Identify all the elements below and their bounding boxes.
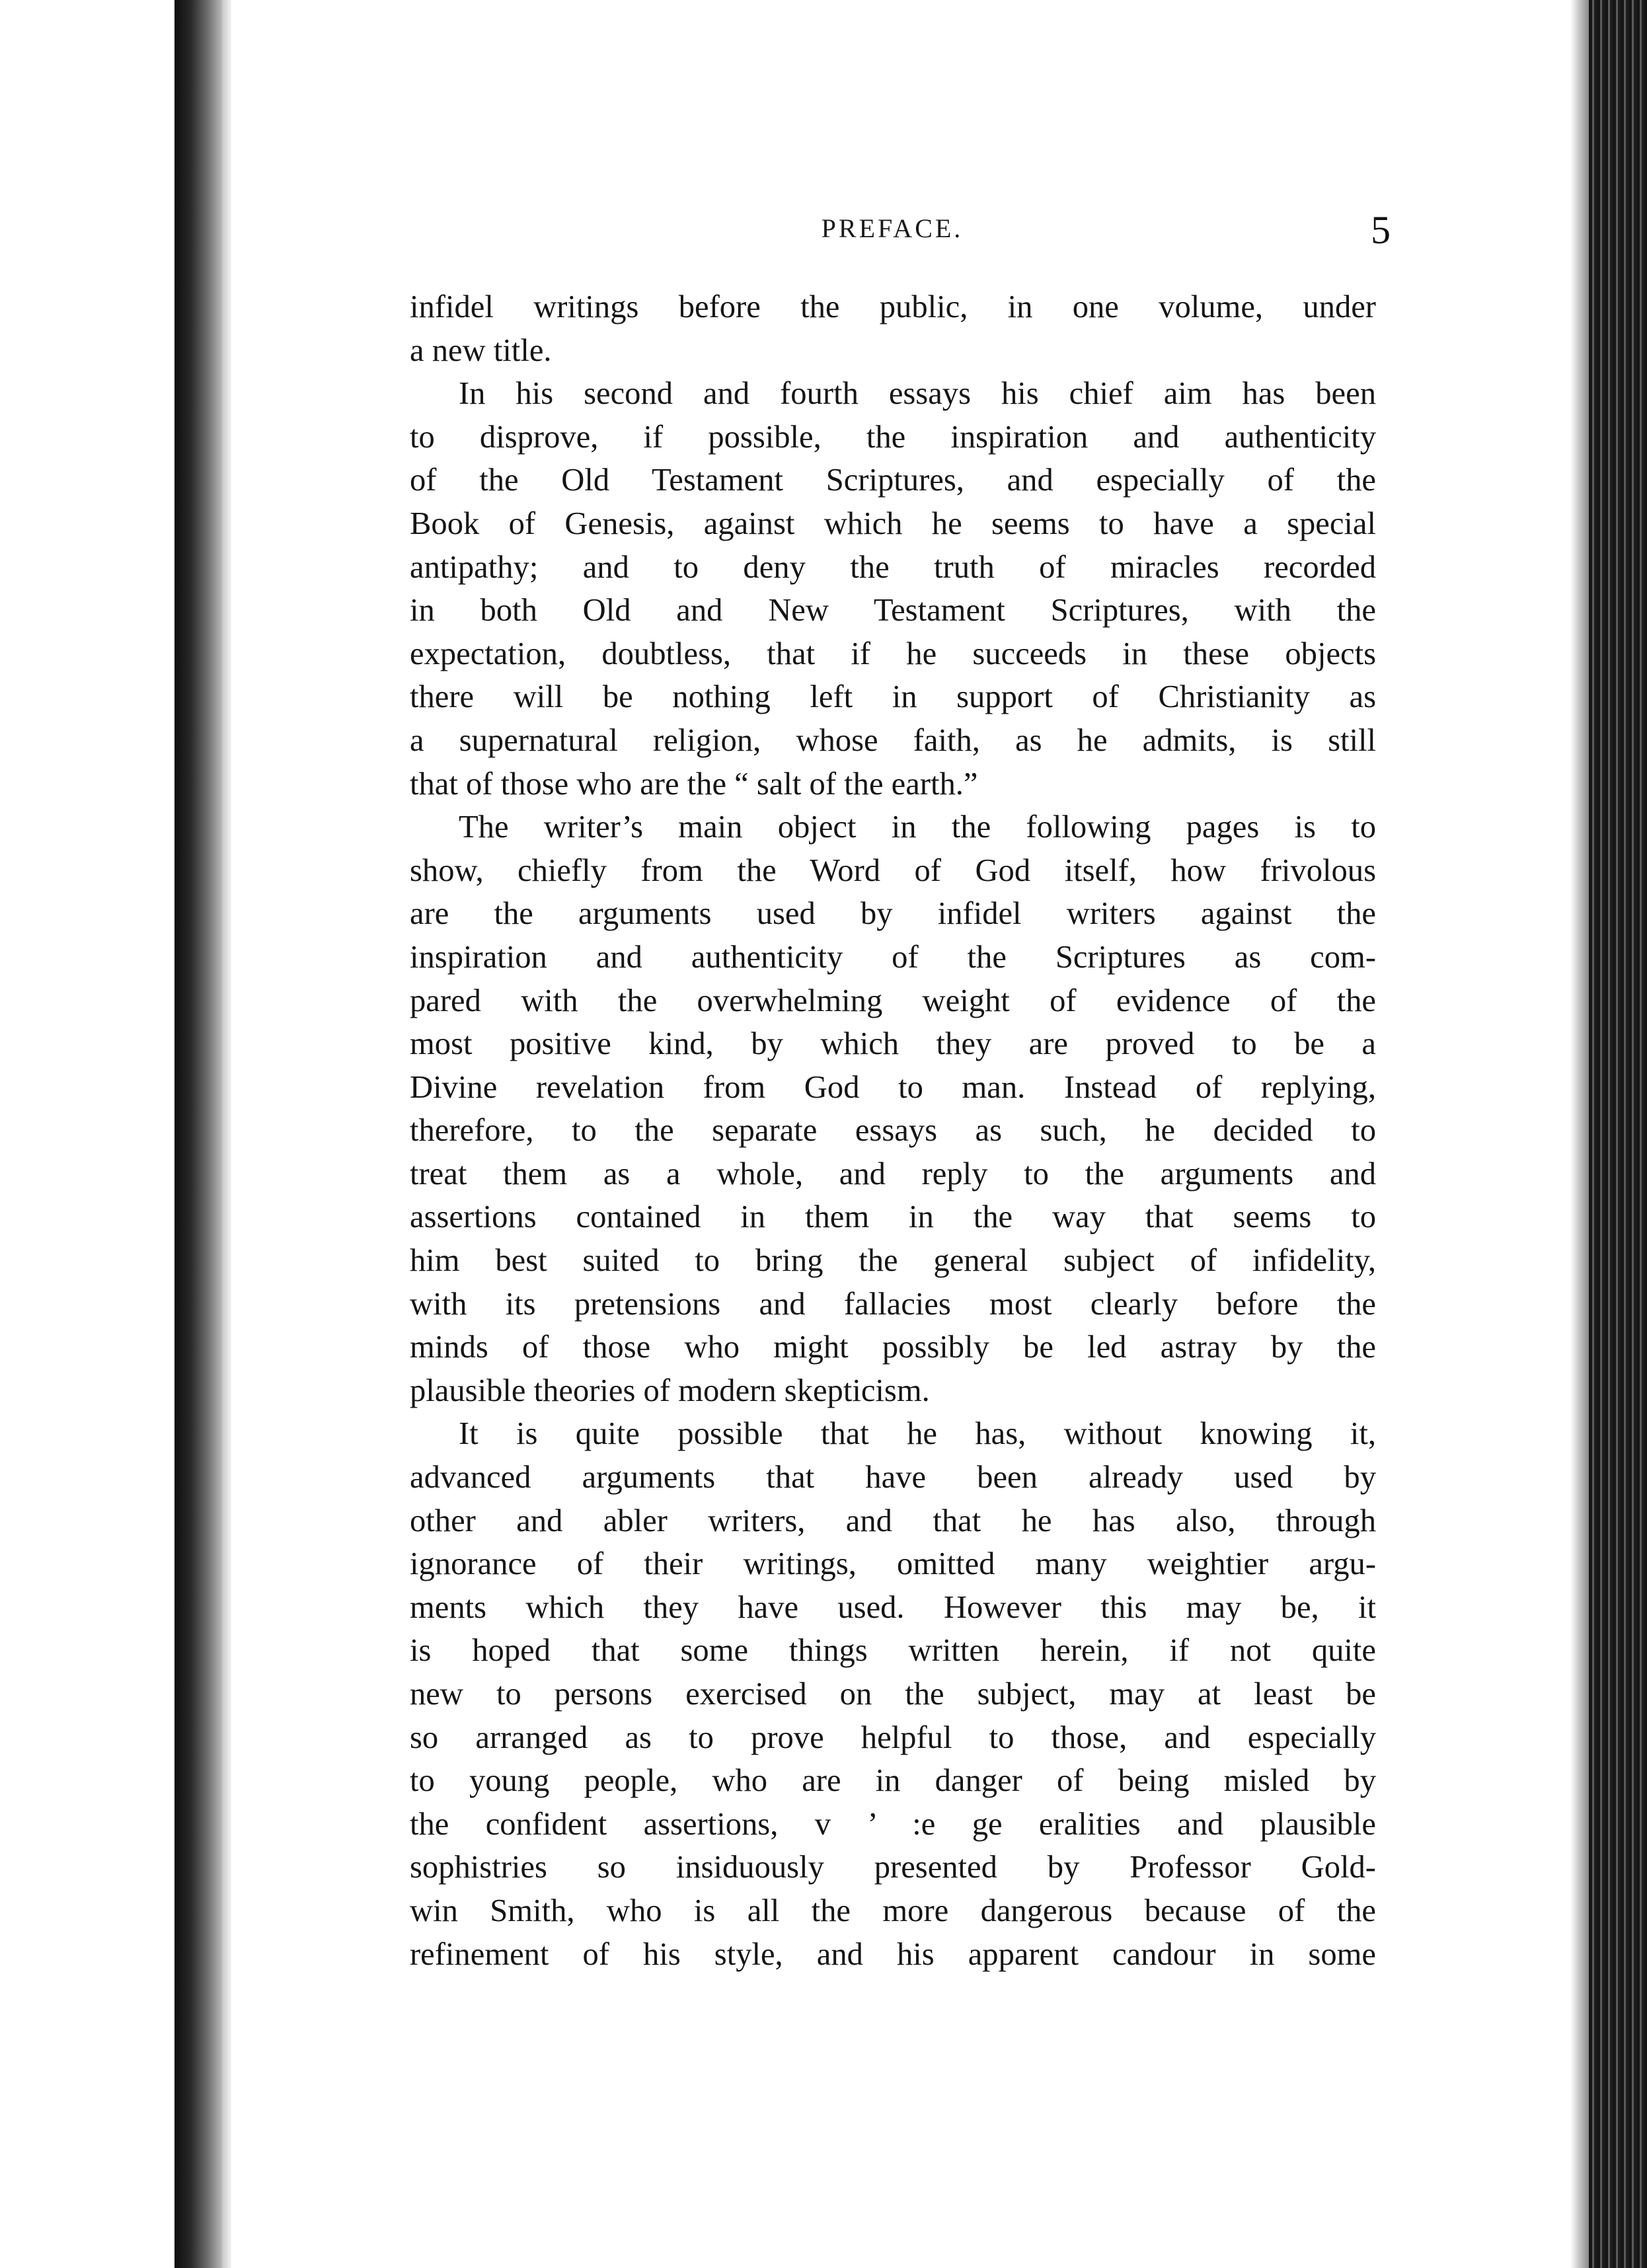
text-line: win Smith, who is all the more dangerous because of the (410, 1892, 1376, 1928)
text-line: advanced arguments that have been already used by (410, 1459, 1376, 1495)
text-line: a supernatural religion, whose faith, as he admits, is still (410, 722, 1376, 758)
text-line: expectation, doubtless, that if he succeeds in these objects (410, 635, 1376, 671)
text-line: of the Old Testament Scriptures, and especially of the (410, 462, 1376, 498)
text-line: antipathy; and to deny the truth of miracles recorded (410, 548, 1376, 585)
text-line: ignorance of their writings, omitted many weightier argu- (410, 1546, 1376, 1582)
text-line: other and abler writers, and that he has also, through (410, 1502, 1376, 1538)
text-line: Book of Genesis, against which he seems to have a special (410, 505, 1376, 541)
page-edge-shadow (1570, 0, 1589, 2268)
text-line: is hoped that some things written herein, if not quite (410, 1632, 1376, 1669)
text-line: the confident assertions, v ’ :e ge eralities and plausible (410, 1805, 1376, 1842)
text-line: sophistries so insiduously presented by Professor Gold- (410, 1849, 1376, 1885)
text-line: a new title. (410, 332, 552, 368)
text-line: It is quite possible that he has, without knowing it, (459, 1416, 1376, 1452)
text-line: In his second and fourth essays his chief aim has been (459, 375, 1376, 412)
text-line: are the arguments used by infidel writers against the (410, 895, 1376, 932)
text-line: Divine revelation from God to man. Instead of replying, (410, 1069, 1376, 1105)
text-line: infidel writings before the public, in one volume, under (410, 289, 1376, 324)
text-line: refinement of his style, and his apparent candour in some (410, 1936, 1376, 1972)
text-line: in both Old and New Testament Scriptures, with the (410, 592, 1376, 628)
binding-shadow (174, 0, 222, 2268)
text-line: with its pretensions and fallacies most clearly before the (410, 1285, 1376, 1322)
running-head: PREFACE. (821, 213, 964, 243)
body-text (410, 285, 1376, 1976)
binding-edge (222, 0, 231, 2268)
text-line: most positive kind, by which they are proved to be a (410, 1026, 1376, 1062)
text-line: to young people, who are in danger of being misled by (410, 1762, 1376, 1799)
text-line: that of those who are the “ salt of the earth.” (410, 765, 978, 802)
text-line: to disprove, if possible, the inspiration and authenticity (410, 418, 1376, 455)
text-line: ments which they have used. However this may be, it (410, 1589, 1376, 1625)
text-line: him best suited to bring the general subject of infidelity, (410, 1242, 1376, 1279)
page-header (403, 208, 1391, 272)
page-number: 5 (1371, 208, 1391, 252)
text-line: show, chiefly from the Word of God itself, how frivolous (410, 852, 1376, 888)
text-line: there will be nothing left in support of Christianity as (410, 679, 1376, 715)
text-line: The writer’s main object in the following pages is to (459, 809, 1376, 845)
text-line: therefore, to the separate essays as such, he decided to (410, 1112, 1376, 1149)
text-line: minds of those who might possibly be led astray by the (410, 1329, 1376, 1365)
page-leaves-edge (1589, 0, 1647, 2268)
text-line: assertions contained in them in the way that seems to (410, 1199, 1376, 1235)
text-line: plausible theories of modern skepticism. (410, 1372, 930, 1408)
text-line: pared with the overwhelming weight of evidence of the (410, 982, 1376, 1018)
text-line: so arranged as to prove helpful to those, and especially (410, 1719, 1376, 1755)
text-line: treat them as a whole, and reply to the arguments and (410, 1155, 1376, 1191)
text-line: inspiration and authenticity of the Scriptures as com- (410, 938, 1376, 975)
text-line: new to persons exercised on the subject, may at least be (410, 1676, 1376, 1712)
